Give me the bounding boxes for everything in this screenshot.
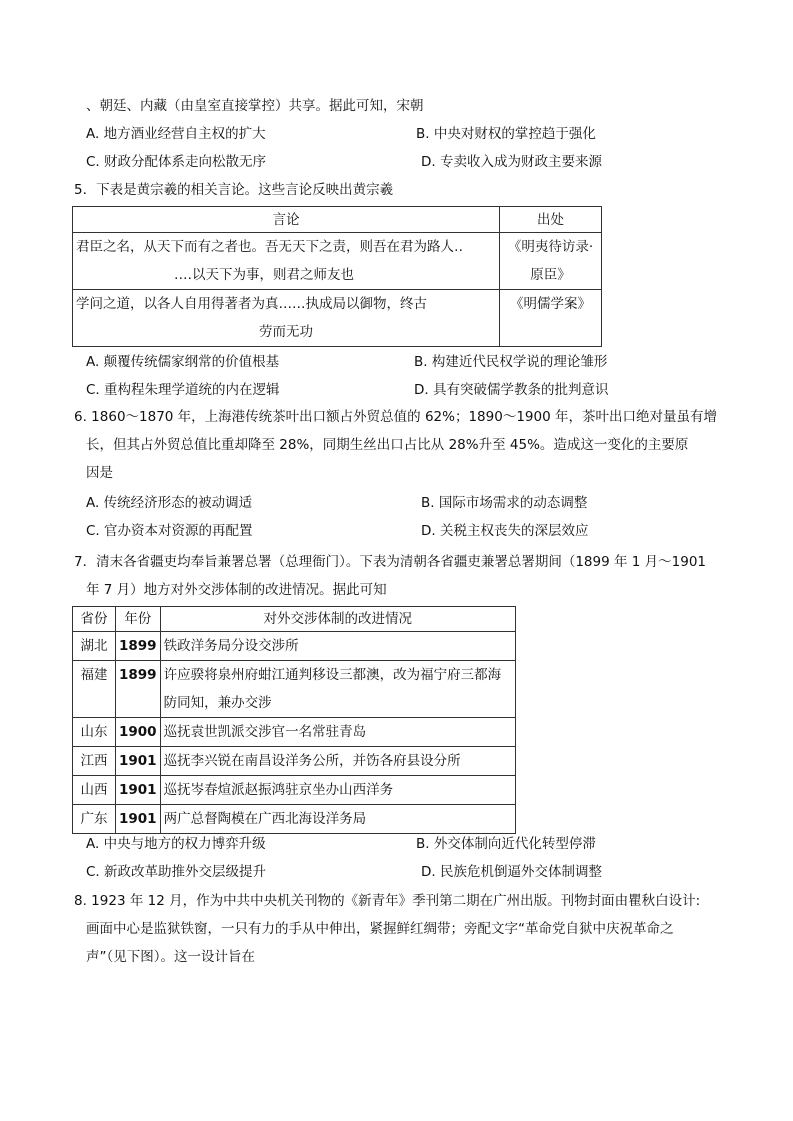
year-cell: 1901	[116, 776, 161, 805]
desc-cell	[160, 661, 515, 718]
q4-stem-continuation: 、朝廷、内藏（由皇室直接掌控）共享。据此可知，宋朝	[86, 98, 424, 114]
desc-cell: 巡抚岑春煊派赵振鸿驻京坐办山西洋务	[160, 776, 515, 805]
table-row	[73, 776, 516, 805]
quote-line: ‥‥以天下为事，则君之师友也	[174, 267, 355, 283]
desc-cell: 两广总督陶模在广西北海设洋务局	[160, 805, 515, 834]
province-cell: 山西	[73, 776, 116, 805]
q8-line-1: 8. 1923 年 12 月，作为中共中央机关刊物的《新青年》季刊第二期在广州出版。刊物封面由瞿秋白设计:	[74, 893, 701, 909]
source-line: 《明儒学案》	[510, 296, 591, 312]
desc-line: 许应骙将泉州府蚶江通判移设三都澳，改为福宁府三都海	[163, 667, 502, 683]
province-cell: 山东	[73, 718, 116, 747]
q5-header-source: 出处	[500, 207, 602, 233]
q5-row2-quote	[73, 290, 500, 347]
source-line: 《明夷待访录·	[507, 239, 594, 255]
province-cell: 福建	[73, 661, 116, 718]
province-cell: 广东	[73, 805, 116, 834]
table-row	[73, 718, 516, 747]
q7-table	[72, 606, 516, 834]
q7-option-d: D. 民族危机倒逼外交体制调整	[421, 864, 602, 880]
q7-option-a: A. 中央与地方的权力博弈升级	[86, 836, 266, 852]
year-cell: 1899	[116, 661, 161, 718]
q8-line-2: 画面中心是监狱铁窗，一只有力的手从中伸出，紧握鲜红绸带；旁配文字“革命党自狱中庆祝革命之	[86, 921, 674, 937]
table-row	[73, 233, 602, 290]
year-cell: 1899	[116, 632, 161, 661]
quote-line: 学问之道，以各人自用得著者为真‥‥‥执成局以御物，终古	[76, 296, 428, 312]
desc-cell: 铁政洋务局分设交涉所	[160, 632, 515, 661]
table-row	[73, 747, 516, 776]
q4-option-a: A. 地方酒业经营自主权的扩大	[86, 126, 266, 142]
year-cell: 1901	[116, 805, 161, 834]
q6-line-3: 因是	[86, 465, 113, 481]
table-row	[73, 290, 602, 347]
q6-option-a: A. 传统经济形态的被动调适	[86, 495, 253, 511]
q5-table	[72, 206, 602, 347]
table-row	[73, 661, 516, 718]
desc-cell: 巡抚袁世凯派交涉官一名常驻青岛	[160, 718, 515, 747]
q5-row1-source	[500, 233, 602, 290]
quote-line: 君臣之名，从天下而有之者也。吾无天下之责，则吾在君为路人‥	[76, 239, 464, 255]
q7-option-b: B. 外交体制向近代化转型停滞	[416, 836, 596, 852]
q7-header-desc: 对外交涉体制的改进情况	[160, 607, 515, 632]
quote-line: 劳而无功	[259, 324, 313, 340]
q7-option-c: C. 新政改革助推外交层级提升	[86, 864, 267, 880]
table-row	[73, 632, 516, 661]
q7-header-year: 年份	[116, 607, 161, 632]
q6-option-b: B. 国际市场需求的动态调整	[421, 495, 588, 511]
desc-cell: 巡抚李兴锐在南昌设洋务公所，并饬各府县设分所	[160, 747, 515, 776]
desc-line: 防同知，兼办交涉	[163, 695, 272, 711]
q4-option-d: D. 专卖收入成为财政主要来源	[421, 154, 602, 170]
q4-option-b: B. 中央对财权的掌控趋于强化	[416, 126, 596, 142]
q5-row1-quote	[73, 233, 500, 290]
q6-line-2: 长，但其占外贸总值比重却降至 28%，同期生丝出口占比从 28%升至 45%。造成这一变化的主要原	[86, 437, 689, 453]
q4-option-c: C. 财政分配体系走向松散无序	[86, 154, 267, 170]
source-line: 原臣》	[530, 267, 571, 283]
q6-line-1: 6. 1860～1870 年，上海港传统茶叶出口额占外贸总值的 62%；1890～1900 年，茶叶出口绝对量虽有增	[74, 409, 717, 425]
year-cell: 1901	[116, 747, 161, 776]
q5-row2-source	[500, 290, 602, 347]
q5-option-c: C. 重构程朱理学道统的内在逻辑	[86, 382, 280, 398]
q5-option-b: B. 构建近代民权学说的理论雏形	[414, 354, 608, 370]
q7-line-1: 7．清末各省疆吏均奉旨兼署总署（总理衙门）。下表为清朝各省疆吏兼署总署期间（1899 年 1 月～1901	[74, 554, 707, 570]
q8-line-3: 声”（见下图）。这一设计旨在	[86, 949, 255, 965]
province-cell: 江西	[73, 747, 116, 776]
province-cell: 湖北	[73, 632, 116, 661]
q5-option-a: A. 颠覆传统儒家纲常的价值根基	[86, 354, 280, 370]
q7-line-2: 年 7 月）地方对外交涉体制的改进情况。据此可知	[86, 582, 387, 598]
q5-option-d: D. 具有突破儒学教条的批判意识	[414, 382, 609, 398]
year-cell: 1900	[116, 718, 161, 747]
q7-header-province: 省份	[73, 607, 116, 632]
table-row	[73, 805, 516, 834]
q5-stem: 5．下表是黄宗羲的相关言论。这些言论反映出黄宗羲	[74, 182, 394, 198]
q6-option-d: D. 关税主权丧失的深层效应	[421, 523, 589, 539]
q5-header-quote: 言论	[73, 207, 500, 233]
q6-option-c: C. 官办资本对资源的再配置	[86, 523, 253, 539]
